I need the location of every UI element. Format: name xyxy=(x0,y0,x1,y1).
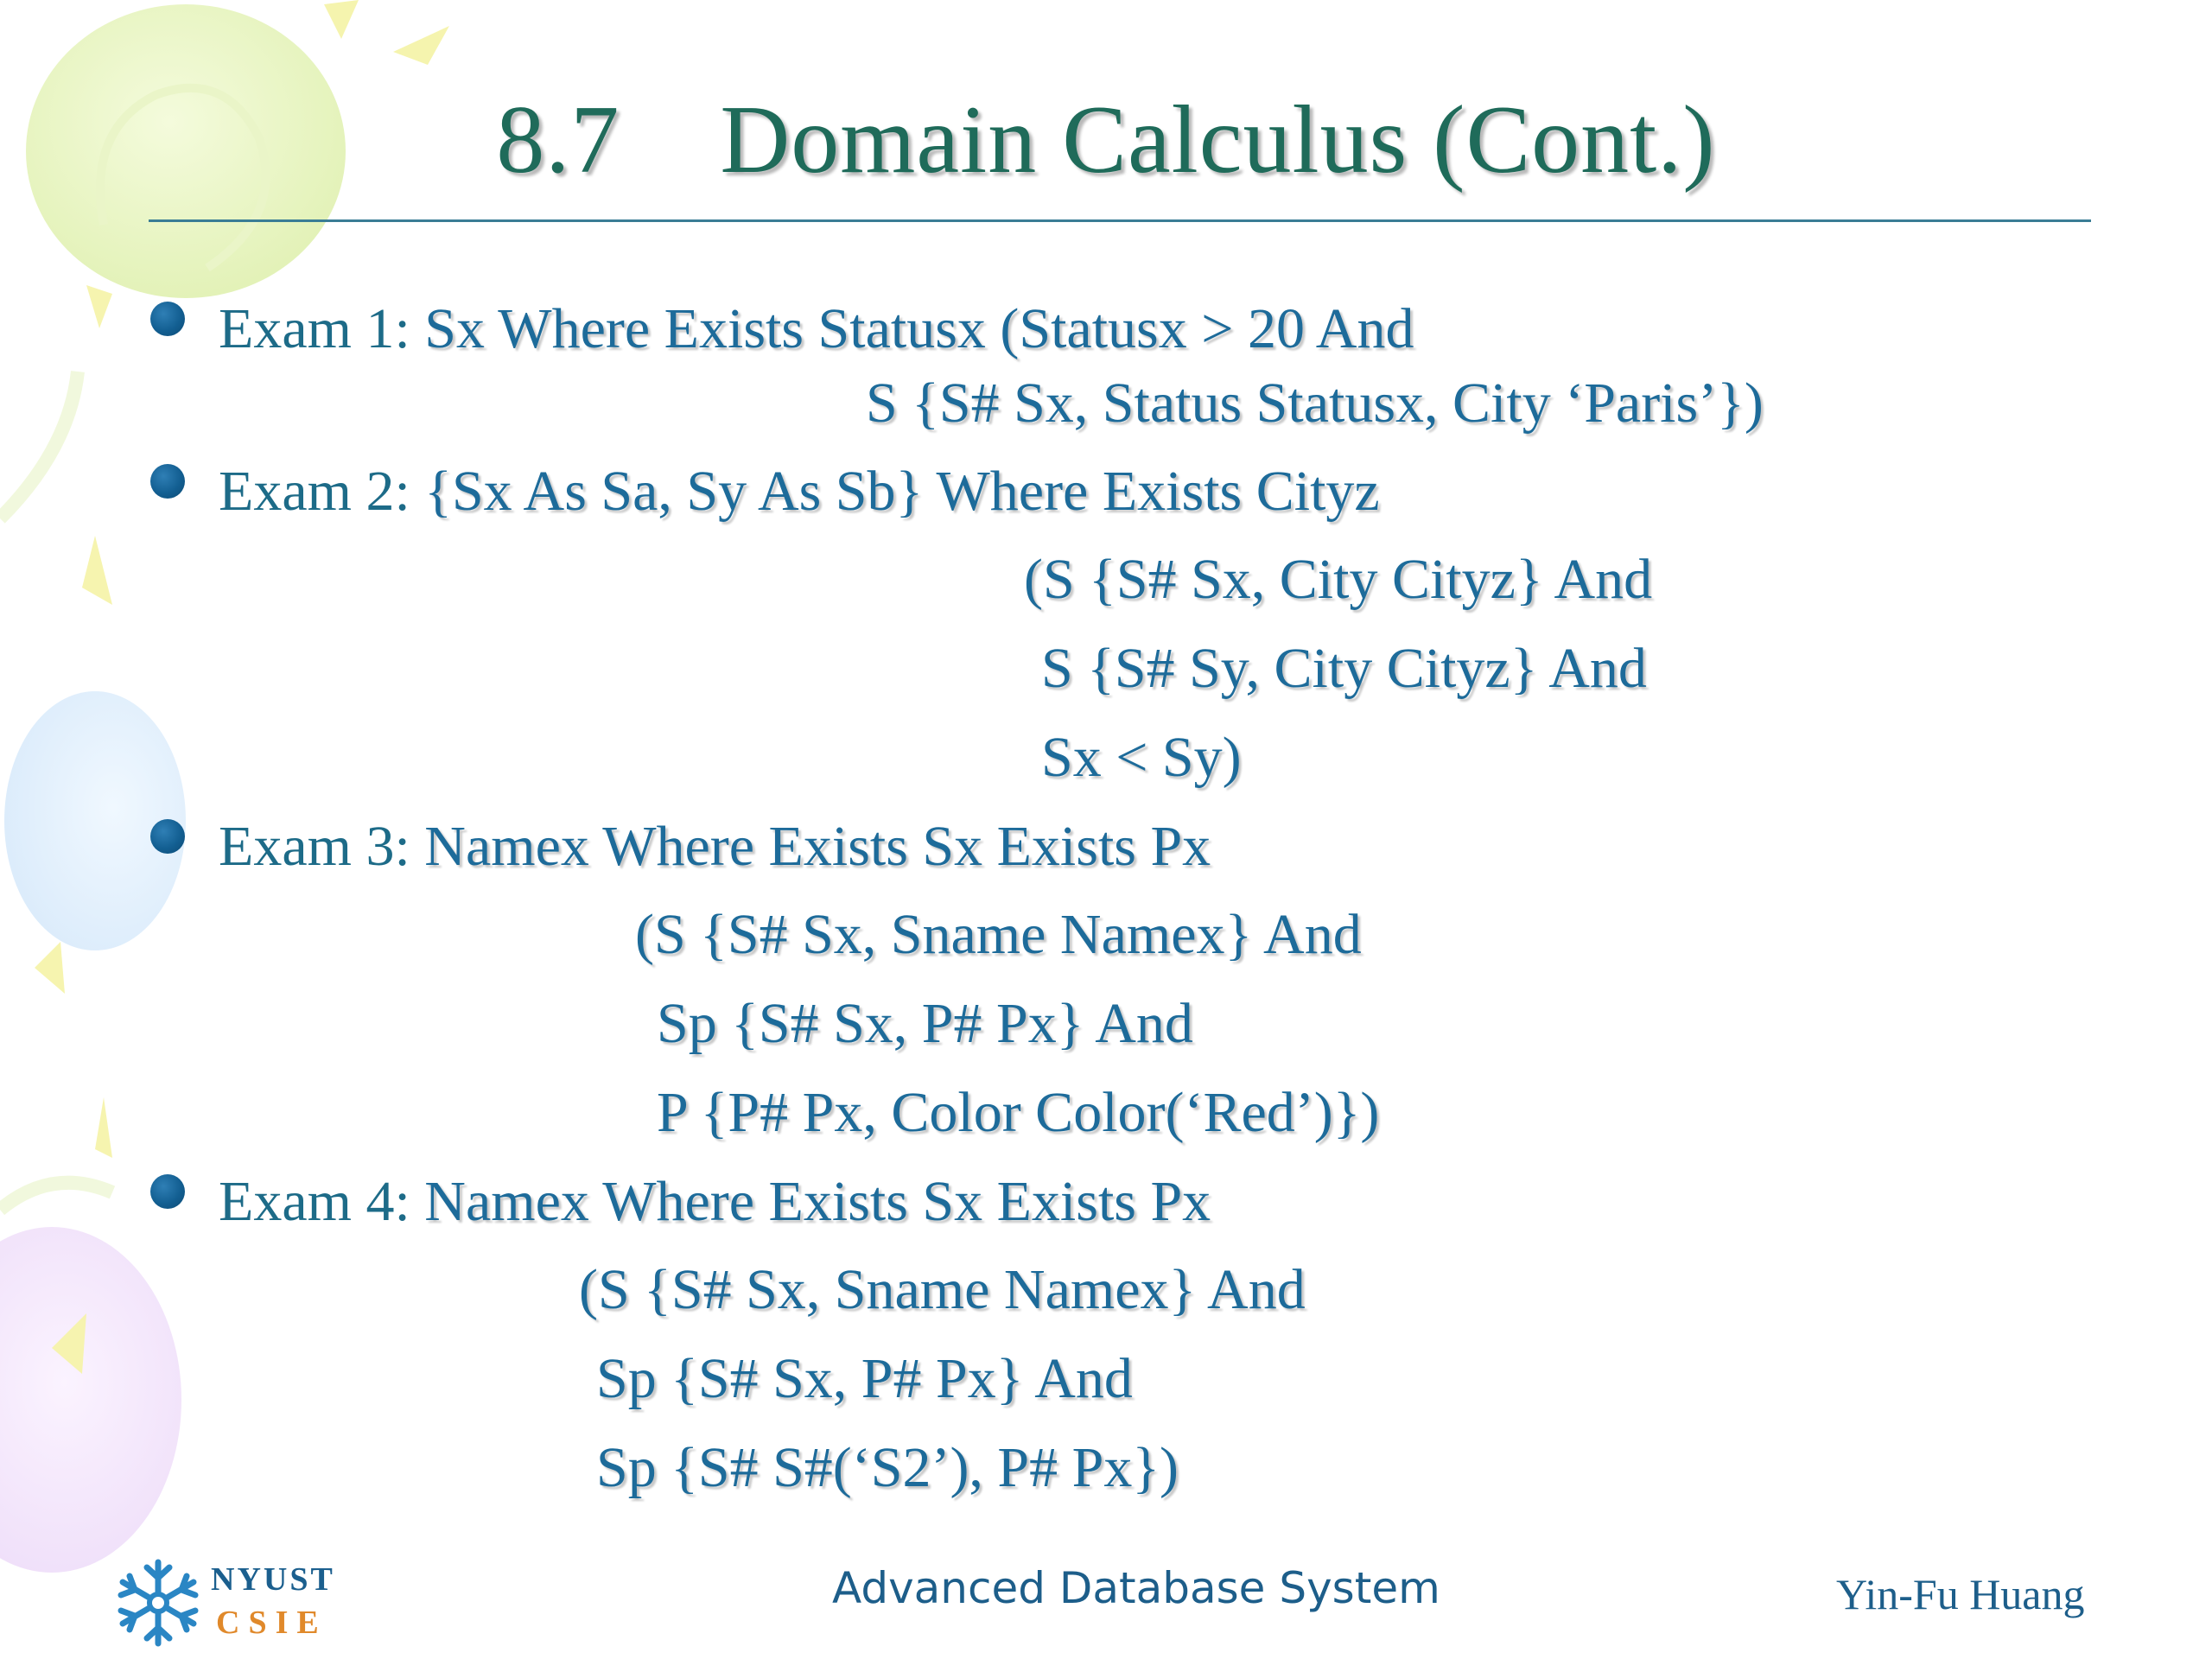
exam-1-label: Exam 1: xyxy=(219,297,425,360)
exam-3-label: Exam 3: xyxy=(219,815,425,878)
bullet-icon xyxy=(150,819,185,854)
exam-1-expr-2: S {S# Sx, Status Statusx, City ‘Paris’}) xyxy=(866,372,1764,435)
exam-1-expr-1: Sx Where Exists Statusx (Statusx > 20 And xyxy=(424,297,1414,360)
exam-4-label: Exam 4: xyxy=(219,1170,425,1233)
nyust-csie-logo xyxy=(111,1555,344,1650)
exam-4-expr-2: (S {S# Sx, Sname Namex} And xyxy=(579,1258,1306,1321)
balloon-purple-icon xyxy=(0,1227,181,1573)
exam-2-expr-4: Sx < Sy) xyxy=(1041,726,1242,789)
exam-3-expr-2: (S {S# Sx, Sname Namex} And xyxy=(635,903,1362,966)
exam-4-expr-3: Sp {S# Sx, P# Px} And xyxy=(596,1347,1133,1410)
bullet-icon xyxy=(150,1174,185,1209)
exam-3-expr-4: P {P# Px, Color Color(‘Red’)}) xyxy=(657,1081,1380,1144)
exam-2-expr-3: S {S# Sy, City Cityz} And xyxy=(1041,637,1647,700)
footer-course-title: Advanced Database System xyxy=(832,1563,1440,1613)
exam-3-expr-3: Sp {S# Sx, P# Px} And xyxy=(657,992,1193,1055)
exam-2-line-1 xyxy=(219,456,1380,527)
exam-4-expr-4: Sp {S# S#(‘S2’), P# Px}) xyxy=(596,1436,1179,1499)
exam-4-line-1 xyxy=(219,1166,1211,1237)
footer-author: Yin-Fu Huang xyxy=(1836,1570,2085,1618)
slide-title: 8.7 Domain Calculus (Cont.) xyxy=(496,86,1716,194)
exam-2-expr-2: (S {S# Sx, City Cityz} And xyxy=(1024,548,1653,611)
exam-2-label: Exam 2: xyxy=(219,460,425,523)
exam-3-expr-1: Namex Where Exists Sx Exists Px xyxy=(424,815,1211,878)
title-divider xyxy=(149,219,2091,222)
exam-1-line-1 xyxy=(219,294,1414,365)
snowflake-logo-icon xyxy=(111,1555,206,1650)
exam-2-expr-1: {Sx As Sa, Sy As Sb} Where Exists Cityz xyxy=(424,460,1380,523)
exam-4-expr-1: Namex Where Exists Sx Exists Px xyxy=(424,1170,1211,1233)
bullet-icon xyxy=(150,302,185,336)
exam-3-line-1 xyxy=(219,811,1211,882)
bullet-icon xyxy=(150,464,185,499)
logo-text-csie: CSIE xyxy=(216,1605,327,1641)
logo-text-nyust: NYUST xyxy=(211,1561,335,1598)
